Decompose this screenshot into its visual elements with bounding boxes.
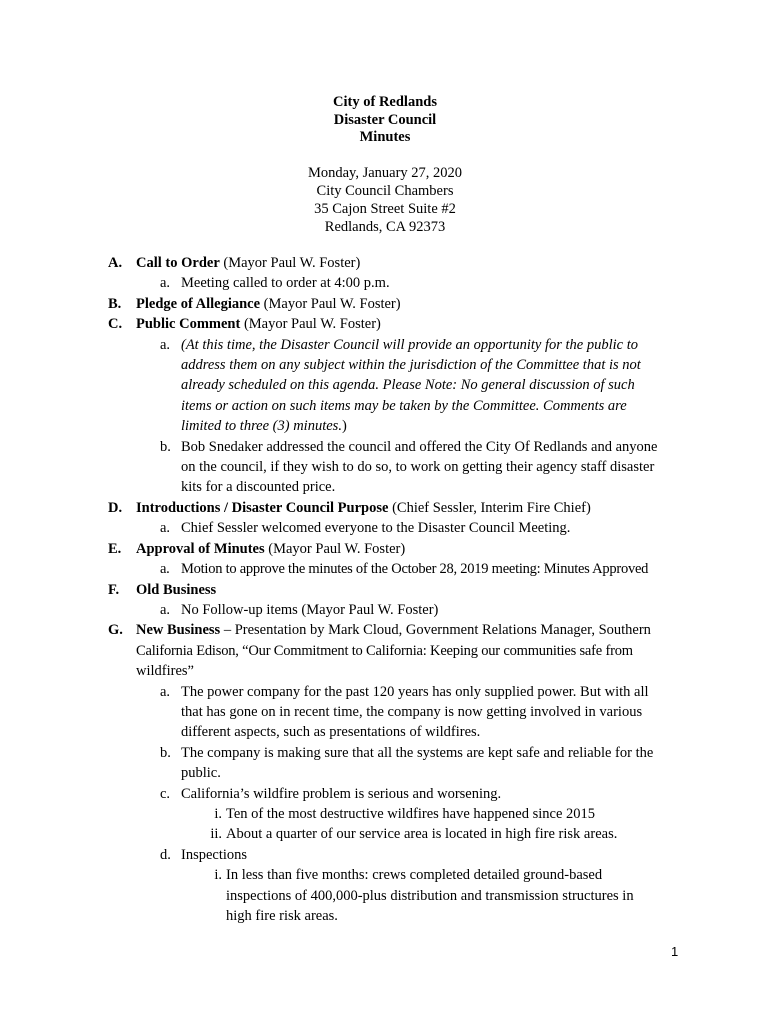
item-text-line: items or action on such items may be taken by the Committee. Comments are	[181, 397, 627, 414]
item-text: limited to three (3) minutes.	[181, 418, 342, 435]
item-text-line	[108, 416, 688, 436]
item-text-line: already scheduled on this agenda. Please Note: No general discussion of such	[181, 377, 635, 394]
meeting-street: 35 Cajon Street Suite #2	[314, 200, 456, 217]
section-g-item-b	[108, 743, 688, 763]
item-label: a.	[160, 336, 171, 353]
section-title: New Business	[136, 622, 221, 639]
section-title: Call to Order	[136, 255, 220, 271]
section-label: A.	[108, 255, 123, 271]
item-text-line: that has gone on in recent time, the company is now getting involved in various	[181, 703, 643, 720]
item-text: The power company for the past 120 years has only supplied power. But with all	[181, 683, 649, 700]
section-a-item-a	[108, 273, 688, 293]
title-minutes: Minutes	[359, 129, 411, 145]
item-text-line: on the council, if they wish to do so, to work on getting their agency staff disaster	[181, 459, 655, 476]
document-header	[0, 94, 770, 236]
item-text: Chief Sessler welcomed everyone to the Disaster Council Meeting.	[181, 520, 571, 537]
item-text-line: address them on any subject within the jurisdiction of the Committee that is not	[181, 357, 641, 374]
item-text-line: public.	[181, 765, 221, 782]
item-text: About a quarter of our service area is located in high fire risk areas.	[226, 826, 618, 843]
section-title: Pledge of Allegiance	[136, 295, 261, 312]
section-label: C.	[108, 316, 123, 333]
section-title: Approval of Minutes	[136, 540, 265, 557]
section-text-line: California Edison, “Our Commitment to California: Keeping our communities safe from	[136, 642, 633, 659]
item-label: a.	[160, 275, 171, 292]
item-text: )	[341, 418, 347, 435]
section-label: E.	[108, 540, 122, 557]
item-label: a.	[160, 561, 170, 578]
section-presenter: (Mayor Paul W. Foster)	[264, 540, 406, 557]
section-presenter: (Mayor Paul W. Foster)	[260, 295, 401, 312]
meeting-city: Redlands, CA 92373	[324, 218, 446, 235]
section-g-item-c-i	[108, 804, 688, 824]
section-b	[108, 294, 688, 314]
section-text-line: wildfires”	[136, 663, 194, 680]
item-text: No Follow-up items (Mayor Paul W. Foster)	[181, 601, 439, 618]
item-text-line: inspections of 400,000-plus distribution and transmission structures in	[226, 887, 634, 904]
section-label: G.	[108, 622, 123, 639]
item-text-line: different aspects, such as presentations of wildfires.	[181, 724, 481, 741]
section-f	[108, 580, 688, 600]
item-text-line: kits for a discounted price.	[181, 479, 336, 496]
section-title: Introductions / Disaster Council Purpose	[136, 499, 389, 516]
section-e-item-a	[108, 559, 688, 579]
section-g-item-d	[108, 845, 688, 865]
item-label: i.	[214, 867, 222, 884]
section-g	[108, 620, 688, 640]
item-label: b.	[160, 438, 171, 455]
section-label: D.	[108, 499, 123, 516]
item-text: Ten of the most destructive wildfires have happened since 2015	[226, 805, 596, 822]
section-c-item-b	[108, 437, 688, 457]
item-text: (At this time, the Disaster Council will provide an opportunity for the public to	[181, 336, 638, 353]
section-title: Public Comment	[136, 316, 241, 333]
item-label: a.	[160, 601, 171, 618]
item-text: In less than five months: crews completed detailed ground-based	[226, 867, 603, 884]
item-label: i.	[214, 805, 222, 822]
section-a	[108, 253, 688, 273]
section-d	[108, 498, 688, 518]
section-presenter: (Mayor Paul W. Foster)	[219, 255, 361, 271]
minutes-body	[108, 253, 688, 926]
title-city: City of Redlands	[333, 94, 437, 110]
item-text: Motion to approve the minutes of the October 28, 2019 meeting: Minutes Approved	[181, 561, 649, 578]
section-c	[108, 314, 688, 334]
section-d-item-a	[108, 518, 688, 538]
item-text: The company is making sure that all the systems are kept safe and reliable for the	[181, 744, 654, 761]
item-text: Inspections	[181, 846, 248, 863]
item-label: ii.	[210, 826, 222, 843]
item-text-line: high fire risk areas.	[226, 908, 338, 924]
section-presenter: (Chief Sessler, Interim Fire Chief)	[388, 499, 591, 516]
section-c-item-a	[108, 335, 688, 355]
item-label: a.	[160, 520, 171, 537]
item-text: Meeting called to order at 4:00 p.m.	[181, 275, 390, 292]
section-g-item-c	[108, 784, 688, 804]
title-council: Disaster Council	[333, 111, 437, 128]
section-presenter: – Presentation by Mark Cloud, Government Relations Manager, Southern	[220, 622, 651, 639]
section-f-item-a	[108, 600, 688, 620]
item-label: b.	[160, 744, 171, 761]
item-label: c.	[160, 785, 171, 802]
section-title: Old Business	[136, 581, 217, 598]
item-text: California’s wildfire problem is serious and worsening.	[181, 785, 502, 802]
page-number: 1	[671, 944, 679, 959]
item-text: Bob Snedaker addressed the council and offered the City Of Redlands and anyone	[181, 438, 658, 455]
section-g-item-d-i	[108, 865, 688, 885]
meeting-date: Monday, January 27, 2020	[307, 164, 463, 181]
section-g-item-c-ii	[108, 824, 688, 844]
item-label: a.	[160, 683, 171, 700]
section-label: F.	[108, 581, 120, 598]
meeting-venue: City Council Chambers	[316, 182, 454, 199]
section-g-item-a	[108, 682, 688, 702]
section-presenter: (Mayor Paul W. Foster)	[240, 316, 381, 333]
section-label: B.	[108, 295, 122, 312]
section-e	[108, 539, 688, 559]
item-label: d.	[160, 846, 171, 863]
